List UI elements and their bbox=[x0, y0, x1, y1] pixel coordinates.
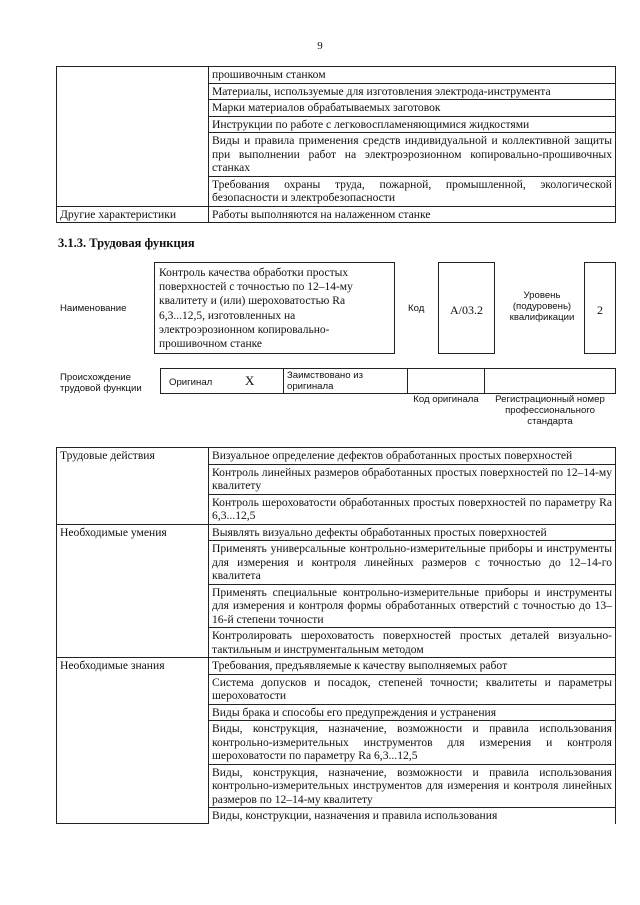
table-cell: Требования охраны труда, пожарной, промышленной, экологической безопасности и электробезопасности bbox=[209, 176, 616, 206]
origin-code-box bbox=[407, 368, 485, 394]
top-table bbox=[56, 66, 616, 223]
table-row bbox=[57, 206, 616, 223]
table-cell: Контроль линейных размеров обработанных простых поверхностей по 12–14-му квалитету bbox=[209, 464, 616, 494]
table-cell: Система допусков и посадок, степеней точности; квалитеты и параметры шероховатости bbox=[209, 674, 616, 704]
reg-number-label: Регистрационный номер профессионального стандарта bbox=[495, 394, 605, 427]
borrowed-label: Заимствовано из оригинала bbox=[287, 370, 363, 392]
origin-label: Происхождение трудовой функции bbox=[60, 372, 142, 394]
original-box bbox=[160, 368, 284, 394]
table-row bbox=[57, 67, 616, 84]
other-characteristics-label: Другие характеристики bbox=[57, 206, 209, 223]
main-table bbox=[56, 447, 616, 824]
origin-code-label: Код оригинала bbox=[413, 394, 479, 405]
code-box: А/03.2 bbox=[438, 262, 495, 354]
page-number: 9 bbox=[317, 40, 323, 52]
name-label: Наименование bbox=[60, 303, 127, 314]
level-box: 2 bbox=[584, 262, 616, 354]
table-cell: Применять универсальные контрольно-измерительные приборы и инструменты для измерения и контроля линейных размеров с точностью до 12–14-го квалитета bbox=[209, 541, 616, 585]
table-cell: Выявлять визуально дефекты обработанных простых поверхностей bbox=[209, 524, 616, 541]
table-cell: Виды, конструкция, назначение, возможности и правила использования контрольно-измерительных инструментов для измерения и контроля линейных размеров по 12–14-му квалитету bbox=[209, 764, 616, 808]
table-cell: Применять специальные контрольно-измерительные приборы и инструменты для измерения и контроля формы обработанных отверстий с точностью до 13–16-й степени точности bbox=[209, 584, 616, 628]
other-characteristics-value: Работы выполняются на налаженном станке bbox=[209, 206, 616, 223]
table-cell: Контролировать шероховатость поверхностей простых деталей визуально-тактильным и инструментальным методом bbox=[209, 628, 616, 658]
group-label: Необходимые умения bbox=[57, 524, 209, 658]
table-cell: Марки материалов обрабатываемых заготовок bbox=[209, 100, 616, 117]
code-label: Код bbox=[408, 303, 425, 314]
table-cell: Виды и правила применения средств индивидуальной и коллективной защиты при выполнении работ на электроэрозионном копировально-прошивочных станках bbox=[209, 133, 616, 177]
original-label: Оригинал bbox=[169, 377, 213, 388]
table-cell: Требования, предъявляемые к качеству выполняемых работ bbox=[209, 658, 616, 675]
table-cell: Виды, конструкции, назначения и правила использования bbox=[209, 808, 616, 824]
level-label: Уровень (подуровень) квалификации bbox=[509, 290, 575, 323]
table-row bbox=[57, 658, 616, 675]
group-label: Необходимые знания bbox=[57, 658, 209, 824]
group-label: Трудовые действия bbox=[57, 448, 209, 525]
label-cell-empty bbox=[57, 67, 209, 207]
table-row bbox=[57, 448, 616, 465]
table-cell: Материалы, используемые для изготовления электрода-инструмента bbox=[209, 83, 616, 100]
borrowed-box bbox=[283, 368, 408, 394]
table-row bbox=[57, 524, 616, 541]
table-cell: Виды брака и способы его предупреждения и устранения bbox=[209, 704, 616, 721]
table-cell: Инструкции по работе с легковоспламеняющимися жидкостями bbox=[209, 116, 616, 133]
original-mark: X bbox=[245, 373, 255, 388]
table-cell: Визуальное определение дефектов обработанных простых поверхностей bbox=[209, 448, 616, 465]
function-name-box: Контроль качества обработки простых поверхностей с точностью по 12–14-му квалитету и (или) шероховатостью Ra 6,3...12,5, изготовленных на электроэрозионном копировально-прошивочном станке bbox=[154, 262, 395, 354]
table-cell: Контроль шероховатости обработанных простых поверхностей по параметру Ra 6,3...12,5 bbox=[209, 494, 616, 524]
reg-number-box bbox=[484, 368, 616, 394]
table-cell: прошивочным станком bbox=[209, 67, 616, 84]
table-cell: Виды, конструкция, назначение, возможности и правила использования контрольно-измерительных инструментов для измерения и контроля шероховатости по параметру Ra 6,3...12,5 bbox=[209, 721, 616, 765]
section-title: 3.1.3. Трудовая функция bbox=[58, 236, 195, 250]
